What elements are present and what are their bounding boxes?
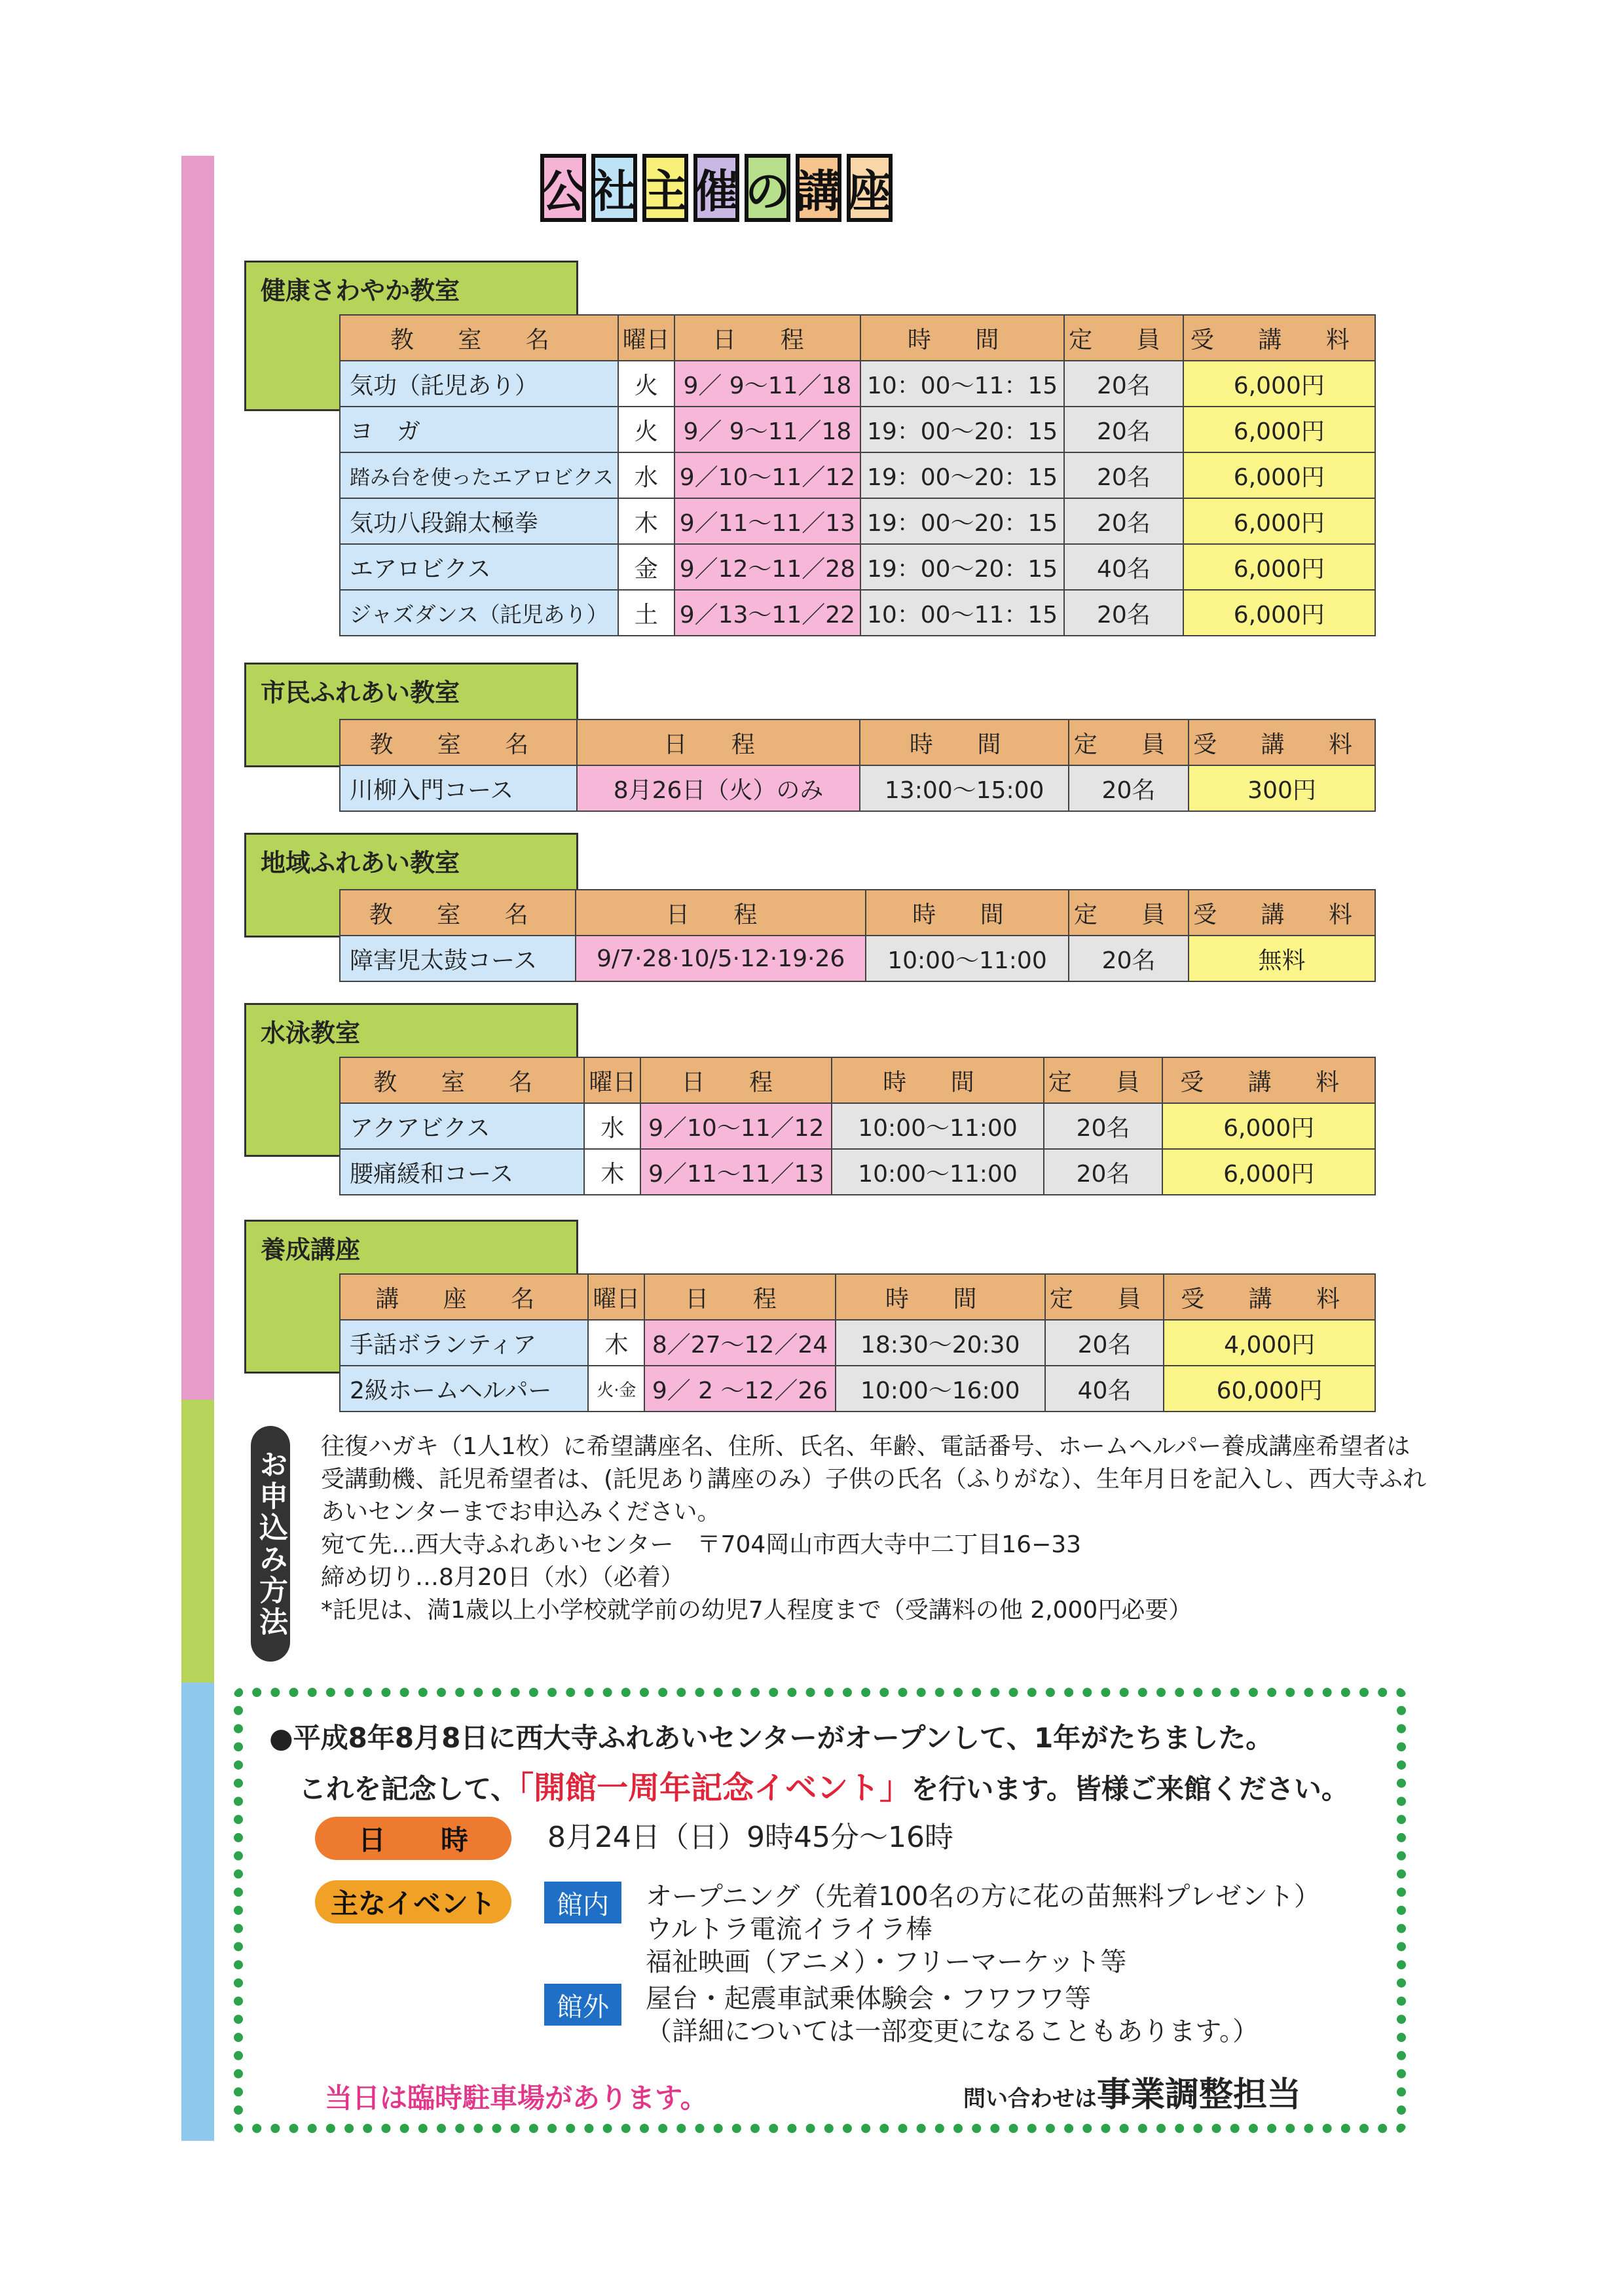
table-row <box>340 407 1375 452</box>
indoor-event-item: 福祉映画（アニメ）・フリーマーケット等 <box>646 1947 1127 1977</box>
section-label: 地域ふれあい教室 <box>244 833 578 938</box>
cell-date: 9／ 9〜11／18 <box>674 407 860 452</box>
cell-name: 川柳入門コース <box>340 765 577 811</box>
title-char: 公 <box>540 154 586 222</box>
table-row <box>340 590 1375 636</box>
cell-day: 火 <box>618 407 674 452</box>
header-day: 曜日 <box>618 315 674 361</box>
outdoor-event-item: 屋台・起震車試乗体験会・フワフワ等 <box>646 1984 1091 2014</box>
indoor-events <box>646 1880 1320 1978</box>
outdoor-label: 館外 <box>544 1984 621 2026</box>
header-name: 講 座 名 <box>340 1274 588 1320</box>
title-char: 社 <box>591 154 637 222</box>
cell-day: 火 <box>618 361 674 407</box>
course-table <box>339 1057 1376 1195</box>
cell-capacity: 40名 <box>1064 544 1183 590</box>
table-header <box>340 315 1375 361</box>
cell-time: 10:00〜11:00 <box>866 936 1069 981</box>
table-row <box>340 452 1375 498</box>
table-row <box>340 544 1375 590</box>
header-date: 日 程 <box>674 315 860 361</box>
table-header <box>340 720 1375 765</box>
cell-capacity: 20名 <box>1045 1320 1164 1366</box>
color-strip-pink <box>181 156 214 1400</box>
cell-capacity: 20名 <box>1069 765 1189 811</box>
cell-date: 9/7·28·10/5·12·19·26 <box>576 936 865 981</box>
cell-day: 水 <box>584 1103 640 1149</box>
contact-department: 事業調整担当 <box>1097 2075 1302 2115</box>
header-date: 日 程 <box>577 720 860 765</box>
cell-day: 金 <box>618 544 674 590</box>
title-char: の <box>745 154 790 222</box>
cell-time: 10：00〜11：15 <box>860 361 1064 407</box>
cell-time: 18:30〜20:30 <box>836 1320 1045 1366</box>
header-time: 時 間 <box>832 1057 1044 1103</box>
cell-name: 手話ボランティア <box>340 1320 588 1366</box>
header-fee: 受 講 料 <box>1164 1274 1375 1320</box>
cell-fee: 6,000円 <box>1183 452 1375 498</box>
cell-date: 8／27〜12／24 <box>644 1320 835 1366</box>
cell-time: 10:00〜16:00 <box>836 1366 1045 1412</box>
event-intro: ●平成8年8月8日に西大寺ふれあいセンターがオープンして、1年がたちました。 <box>269 1722 1274 1754</box>
course-table <box>339 889 1376 982</box>
outdoor-event-item: （詳細については一部変更になることもあります。） <box>646 2016 1259 2047</box>
indoor-event-item: オープニング（先着100名の方に花の苗無料プレゼント） <box>646 1882 1320 1912</box>
section-label: 健康さわやか教室 <box>244 261 578 411</box>
indoor-event-item: ウルトラ電流イライラ棒 <box>646 1914 932 1944</box>
cell-day: 木 <box>584 1149 640 1195</box>
table-row <box>340 1103 1375 1149</box>
cell-capacity: 20名 <box>1064 361 1183 407</box>
header-time: 時 間 <box>860 720 1068 765</box>
table-row <box>340 765 1375 811</box>
contact-pre: 問い合わせは <box>963 2086 1097 2112</box>
cell-day: 火·金 <box>588 1366 644 1412</box>
event-intro-pre: これを記念して、 <box>299 1773 519 1805</box>
cell-capacity: 20名 <box>1064 590 1183 636</box>
title-char: 講 <box>796 154 841 222</box>
cell-name: 障害児太鼓コース <box>340 936 576 981</box>
apply-line: あいセンターまでお申込みください。 <box>321 1499 721 1525</box>
header-time: 時 間 <box>860 315 1064 361</box>
cell-date: 9／10〜11／12 <box>640 1103 832 1149</box>
apply-address: 宛て先…西大寺ふれあいセンター 〒704岡山市西大寺中二丁目16−33 <box>321 1531 1082 1558</box>
header-capacity: 定 員 <box>1069 890 1189 936</box>
main-events-label: 主なイベント <box>315 1880 511 1923</box>
header-name: 教 室 名 <box>340 315 618 361</box>
header-name: 教 室 名 <box>340 890 576 936</box>
apply-method-text <box>321 1430 1434 1627</box>
header-fee: 受 講 料 <box>1189 890 1375 936</box>
cell-day: 水 <box>618 452 674 498</box>
cell-fee: 4,000円 <box>1164 1320 1375 1366</box>
event-intro-post: を行います。皆様ご来館ください。 <box>911 1773 1349 1805</box>
header-day: 曜日 <box>584 1057 640 1103</box>
cell-time: 13:00〜15:00 <box>860 765 1068 811</box>
cell-date: 8月26日（火）のみ <box>577 765 860 811</box>
section-label: 市民ふれあい教室 <box>244 663 578 767</box>
contact <box>963 2067 1301 2116</box>
cell-capacity: 20名 <box>1069 936 1189 981</box>
apply-method-label: お申込み方法 <box>251 1426 290 1662</box>
section-label: 養成講座 <box>244 1220 578 1374</box>
cell-name: ヨ ガ <box>340 407 618 452</box>
title-char: 主 <box>642 154 688 222</box>
cell-capacity: 40名 <box>1045 1366 1164 1412</box>
cell-capacity: 20名 <box>1044 1149 1162 1195</box>
color-strip-green <box>181 1400 214 1683</box>
event-box <box>234 1688 1406 2133</box>
cell-time: 19：00〜20：15 <box>860 498 1064 544</box>
cell-time: 19：00〜20：15 <box>860 452 1064 498</box>
cell-capacity: 20名 <box>1064 498 1183 544</box>
apply-line: 往復ハガキ（1人1枚）に希望講座名、住所、氏名、年齢、電話番号、ホームヘルパー養成講座希望者は <box>321 1433 1411 1460</box>
cell-time: 10:00〜11:00 <box>832 1103 1044 1149</box>
page-title <box>540 154 893 222</box>
cell-name: 踏み台を使ったエアロビクス <box>340 452 618 498</box>
apply-line: 受講動機、託児希望者は、(託児あり講座のみ）子供の氏名（ふりがな）、生年月日を記入し、西大寺ふれ <box>321 1466 1427 1493</box>
cell-fee: 6,000円 <box>1162 1103 1375 1149</box>
cell-capacity: 20名 <box>1064 452 1183 498</box>
cell-name: エアロビクス <box>340 544 618 590</box>
event-date: 8月24日（日）9時45分〜16時 <box>547 1821 953 1854</box>
cell-time: 19：00〜20：15 <box>860 407 1064 452</box>
header-fee: 受 講 料 <box>1189 720 1375 765</box>
header-name: 教 室 名 <box>340 1057 584 1103</box>
cell-fee: 6,000円 <box>1183 498 1375 544</box>
cell-capacity: 20名 <box>1044 1103 1162 1149</box>
table-row <box>340 1366 1375 1412</box>
cell-name: 2級ホームヘルパー <box>340 1366 588 1412</box>
cell-capacity: 20名 <box>1064 407 1183 452</box>
cell-fee: 6,000円 <box>1183 361 1375 407</box>
event-title: 「開館一周年記念イベント」 <box>518 1770 912 1806</box>
table-row <box>340 1320 1375 1366</box>
parking-notice: 当日は臨時駐車場があります。 <box>325 2082 708 2114</box>
course-table <box>339 1273 1376 1412</box>
table-row <box>340 936 1375 981</box>
color-strip-blue <box>181 1683 214 2141</box>
cell-name: 腰痛緩和コース <box>340 1149 584 1195</box>
header-date: 日 程 <box>640 1057 832 1103</box>
cell-name: 気功（託児あり） <box>340 361 618 407</box>
cell-time: 19：00〜20：15 <box>860 544 1064 590</box>
header-day: 曜日 <box>588 1274 644 1320</box>
cell-fee: 6,000円 <box>1183 544 1375 590</box>
header-capacity: 定 員 <box>1069 720 1189 765</box>
cell-name: ジャズダンス（託児あり） <box>340 590 618 636</box>
header-capacity: 定 員 <box>1044 1057 1162 1103</box>
cell-date: 9／ 9〜11／18 <box>674 361 860 407</box>
cell-date: 9／13〜11／22 <box>674 590 860 636</box>
title-char: 催 <box>693 154 739 222</box>
cell-fee: 60,000円 <box>1164 1366 1375 1412</box>
cell-name: アクアビクス <box>340 1103 584 1149</box>
table-row <box>340 361 1375 407</box>
header-time: 時 間 <box>836 1274 1045 1320</box>
outdoor-events <box>646 1982 1259 2048</box>
cell-fee: 300円 <box>1189 765 1375 811</box>
apply-deadline: 締め切り…8月20日（水）（必着） <box>321 1564 684 1591</box>
course-table <box>339 314 1376 636</box>
cell-date: 9／10〜11／12 <box>674 452 860 498</box>
section-label: 水泳教室 <box>244 1003 578 1157</box>
cell-fee: 6,000円 <box>1183 590 1375 636</box>
cell-day: 土 <box>618 590 674 636</box>
cell-date: 9／ 2 〜12／26 <box>644 1366 835 1412</box>
cell-day: 木 <box>588 1320 644 1366</box>
indoor-label: 館内 <box>544 1882 621 1923</box>
cell-day: 木 <box>618 498 674 544</box>
cell-fee: 6,000円 <box>1183 407 1375 452</box>
header-name: 教 室 名 <box>340 720 577 765</box>
table-header <box>340 1057 1375 1103</box>
cell-fee: 6,000円 <box>1162 1149 1375 1195</box>
cell-time: 10：00〜11：15 <box>860 590 1064 636</box>
cell-time: 10:00〜11:00 <box>832 1149 1044 1195</box>
course-table <box>339 719 1376 812</box>
header-fee: 受 講 料 <box>1162 1057 1375 1103</box>
cell-date: 9／12〜11／28 <box>674 544 860 590</box>
cell-fee: 無料 <box>1189 936 1375 981</box>
header-time: 時 間 <box>866 890 1069 936</box>
cell-date: 9／11〜11／13 <box>674 498 860 544</box>
table-row <box>340 498 1375 544</box>
title-char: 座 <box>847 154 893 222</box>
event-intro-2 <box>299 1762 1349 1808</box>
date-label: 日 時 <box>315 1817 511 1860</box>
apply-note: *託児は、満1歳以上小学校就学前の幼児7人程度まで（受講料の他 2,000円必要） <box>321 1597 1192 1624</box>
header-capacity: 定 員 <box>1064 315 1183 361</box>
header-capacity: 定 員 <box>1045 1274 1164 1320</box>
cell-date: 9／11〜11／13 <box>640 1149 832 1195</box>
cell-name: 気功八段錦太極拳 <box>340 498 618 544</box>
header-date: 日 程 <box>644 1274 835 1320</box>
header-fee: 受 講 料 <box>1183 315 1375 361</box>
table-header <box>340 1274 1375 1320</box>
header-date: 日 程 <box>576 890 865 936</box>
table-row <box>340 1149 1375 1195</box>
table-header <box>340 890 1375 936</box>
